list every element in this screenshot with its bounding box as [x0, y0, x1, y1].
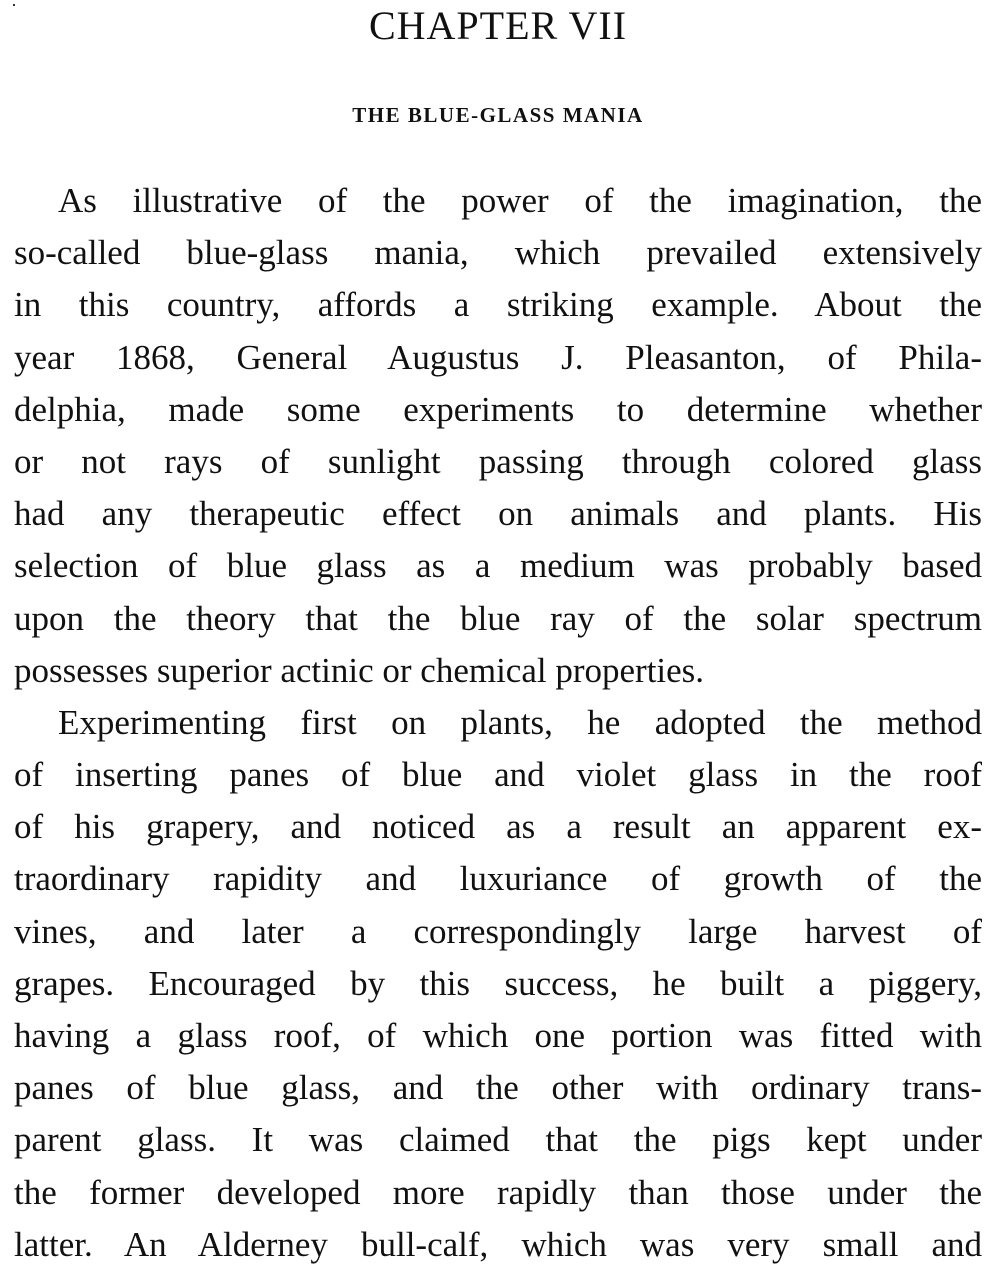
text-line: so-called blue-glass mania, which prevailed extensively: [14, 233, 982, 273]
text-line: having a glass roof, of which one portion was fitted with: [14, 1016, 982, 1055]
book-page: [14, 0, 982, 1266]
chapter-subtitle: THE BLUE-GLASS MANIA: [352, 103, 644, 127]
text-line: vines, and later a correspondingly large harvest of: [14, 911, 982, 951]
text-line: of inserting panes of blue and violet glass in the roof: [14, 755, 982, 795]
text-line: As illustrative of the power of the imagination, the: [58, 181, 982, 220]
chapter-title: CHAPTER VII: [368, 3, 628, 48]
text-line: selection of blue glass as a medium was probably based: [14, 546, 982, 586]
text-line: or not rays of sunlight passing through colored glass: [14, 441, 982, 481]
chapter-body: [14, 175, 982, 1271]
text-line: Experimenting first on plants, he adopted the method: [58, 702, 982, 742]
text-line: year 1868, General Augustus J. Pleasanton, of Phila-: [14, 337, 982, 377]
text-line: possesses superior actinic or chemical properties.: [14, 650, 705, 690]
text-line: parent glass. It was claimed that the pigs kept under: [14, 1120, 982, 1160]
text-line: of his grapery, and noticed as a result an apparent ex-: [14, 807, 982, 847]
text-line: traordinary rapidity and luxuriance of growth of the: [14, 859, 982, 899]
text-line: in this country, affords a striking example. About the: [14, 285, 982, 325]
text-line: the former developed more rapidly than those under the: [14, 1172, 982, 1212]
text-line: upon the theory that the blue ray of the solar spectrum: [14, 598, 982, 638]
text-line: had any therapeutic effect on animals and plants. His: [14, 494, 982, 534]
text-line: grapes. Encouraged by this success, he built a piggery,: [14, 963, 982, 1003]
text-line: latter. An Alderney bull-calf, which was very small and: [14, 1224, 982, 1264]
text-line: delphia, made some experiments to determine whether: [14, 389, 982, 429]
text-line: panes of blue glass, and the other with ordinary trans-: [14, 1068, 982, 1108]
